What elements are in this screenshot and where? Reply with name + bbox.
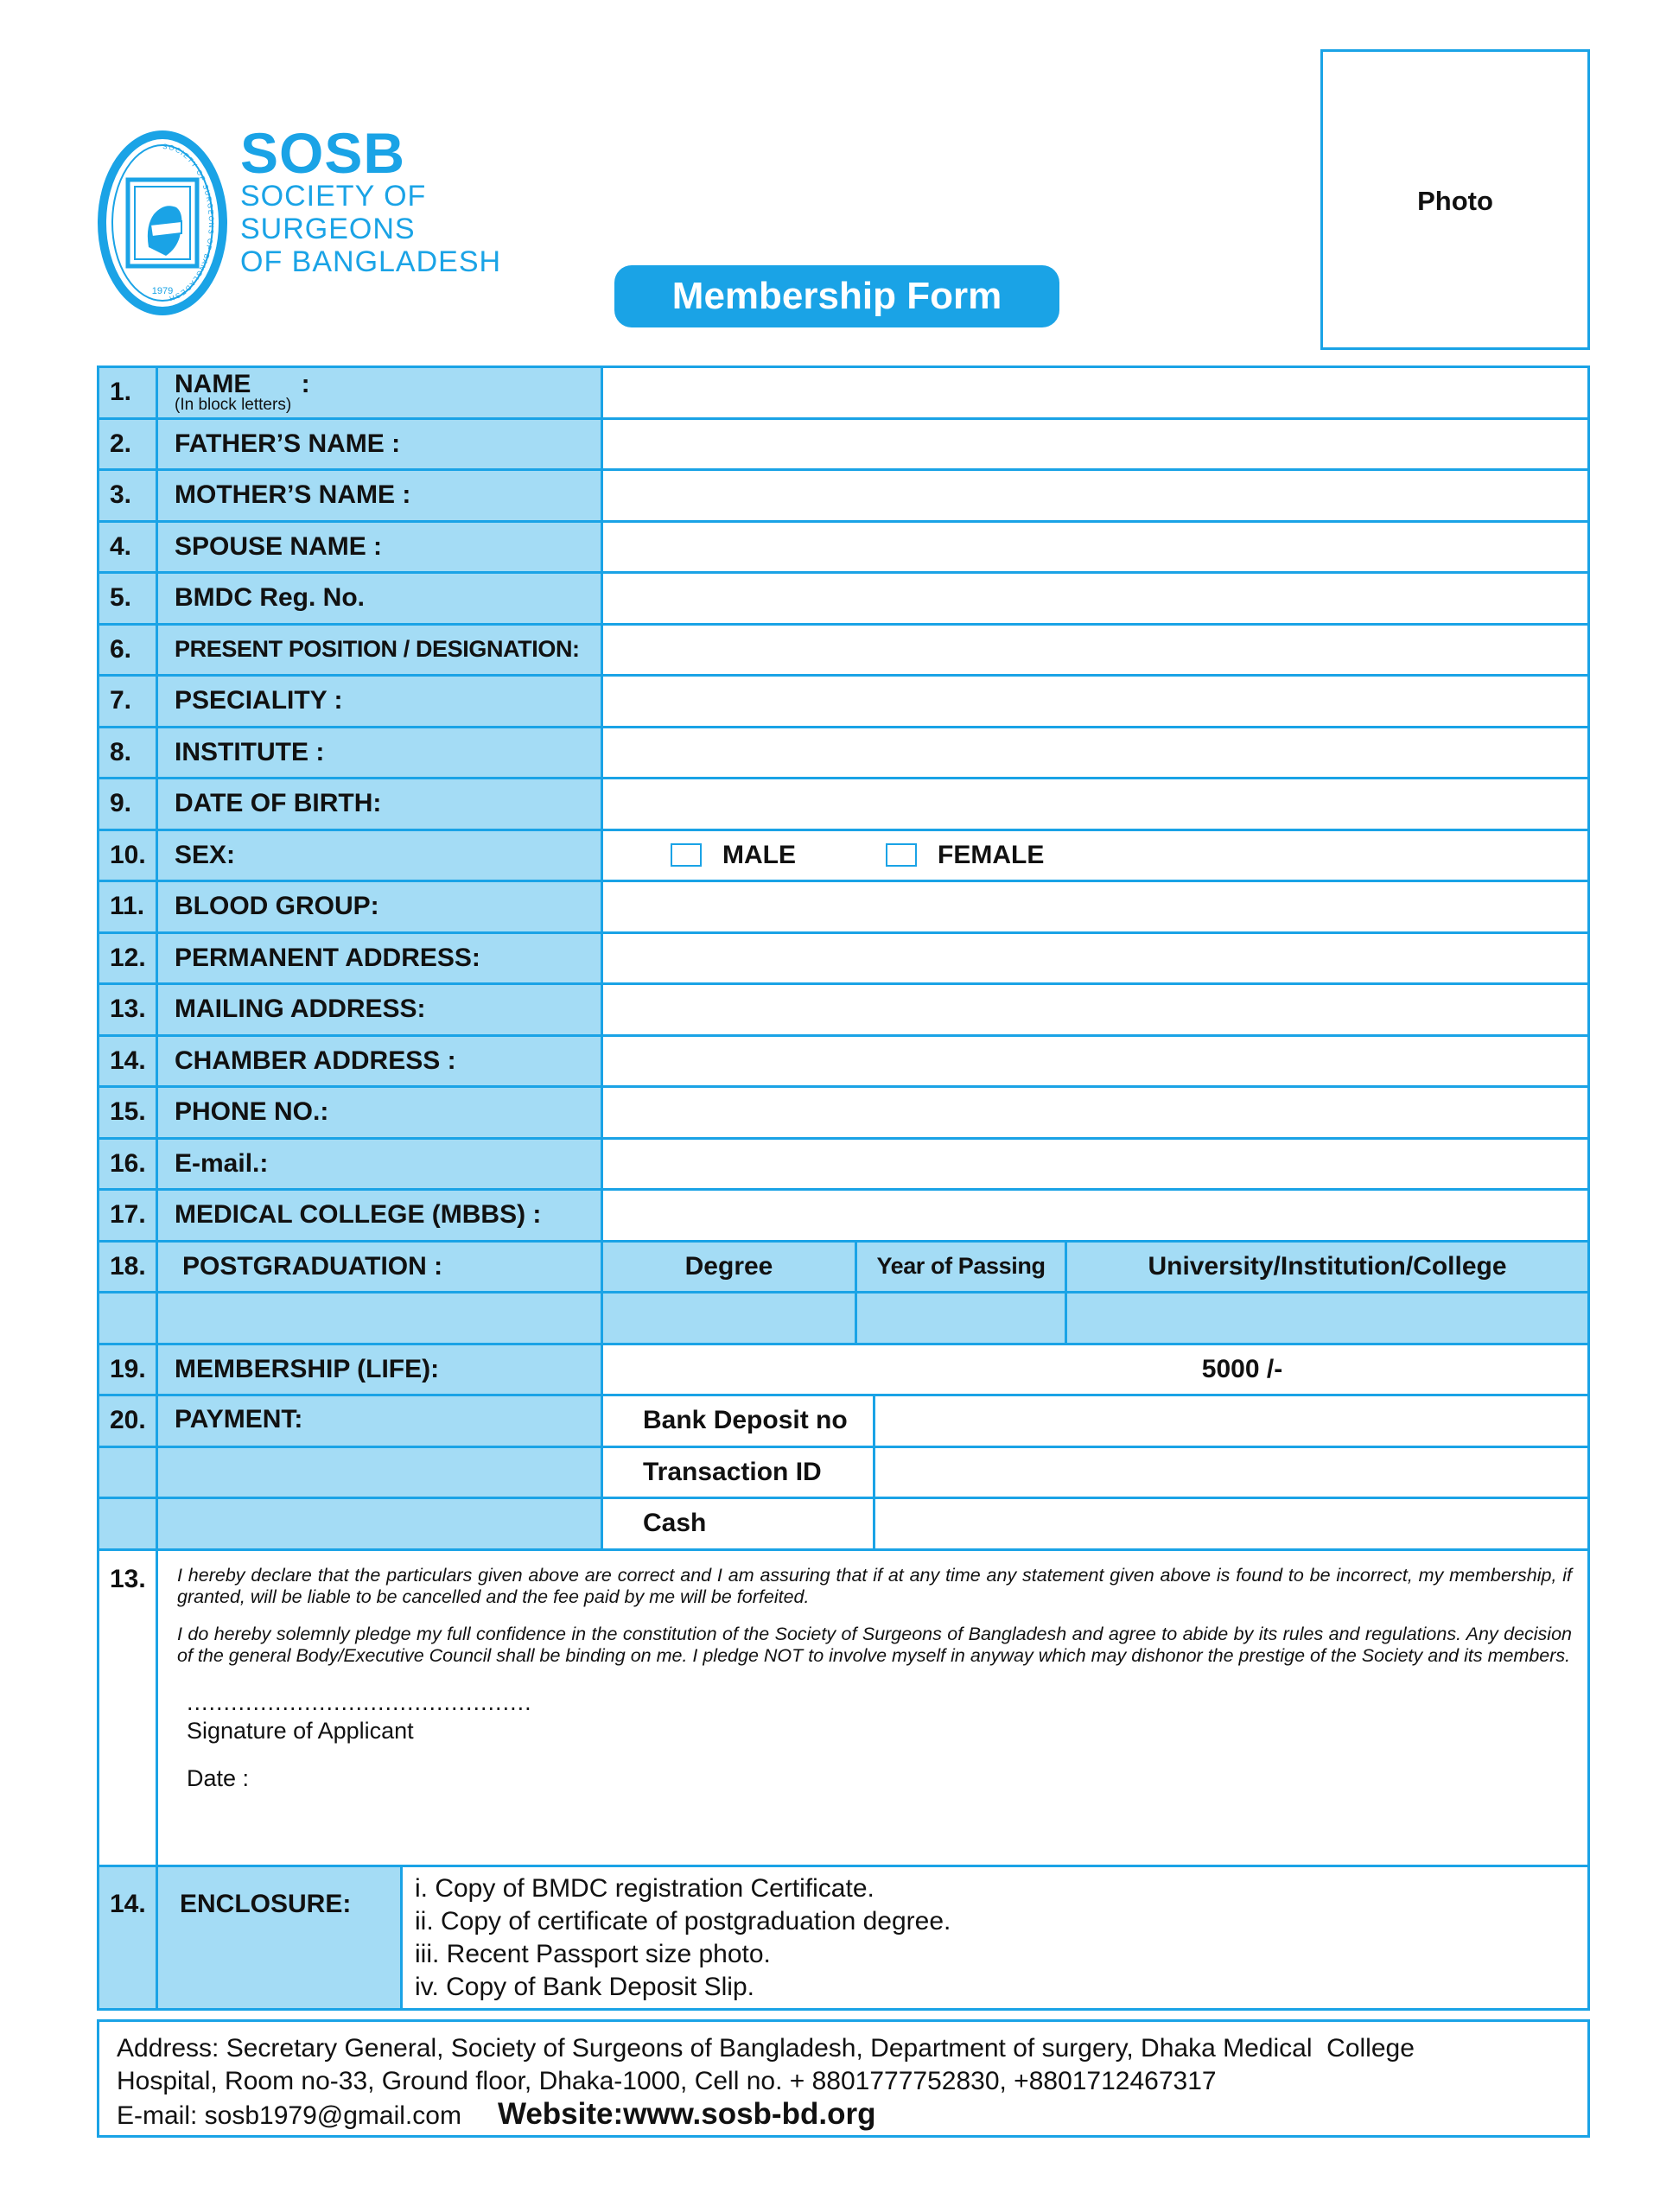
empty-cell xyxy=(99,1499,158,1548)
field-label: PAYMENT: xyxy=(158,1396,603,1446)
membership-row xyxy=(99,1345,1587,1397)
payment-method-label: Transaction ID xyxy=(603,1448,875,1497)
field-label: BLOOD GROUP: xyxy=(158,882,603,931)
postgraduation-inputs xyxy=(603,1294,1587,1343)
svg-text:SOCIETY OF SURGEONS OF BANGLAD: SOCIETY OF SURGEONS OF BANGLADESH xyxy=(162,142,216,303)
list-item: ii. Copy of certificate of postgraduation degree. xyxy=(415,1906,951,1936)
field-number: 18. xyxy=(99,1243,158,1292)
university-input[interactable] xyxy=(1067,1294,1587,1343)
blood-group-input[interactable] xyxy=(603,882,1587,931)
signature-block xyxy=(177,1688,1572,1791)
male-checkbox[interactable] xyxy=(671,843,702,867)
field-row-email xyxy=(99,1140,1587,1192)
field-row-sex xyxy=(99,831,1587,883)
field-number: 10. xyxy=(99,831,158,880)
footer-website[interactable]: Website:www.sosb-bd.org xyxy=(497,2097,876,2131)
email-input[interactable] xyxy=(603,1140,1587,1189)
field-number: 17. xyxy=(99,1191,158,1240)
field-label: MEDICAL COLLEGE (MBBS) : xyxy=(158,1191,603,1240)
payment-row-transaction xyxy=(99,1448,1587,1500)
spouse-name-input[interactable] xyxy=(603,523,1587,572)
field-number: 20. xyxy=(99,1396,158,1446)
membership-fee: 5000 /- xyxy=(603,1345,1587,1395)
empty-cell xyxy=(158,1499,603,1548)
field-label: SEX: xyxy=(158,831,603,880)
field-label: CHAMBER ADDRESS : xyxy=(158,1037,603,1086)
field-number: 9. xyxy=(99,779,158,829)
field-number: 13. xyxy=(99,1551,158,1865)
photo-label: Photo xyxy=(1417,186,1493,216)
field-label: PHONE NO.: xyxy=(158,1088,603,1137)
empty-cell xyxy=(99,1294,158,1343)
chamber-address-input[interactable] xyxy=(603,1037,1587,1086)
footer-address xyxy=(97,2019,1590,2138)
payment-method-label: Cash xyxy=(603,1499,875,1548)
field-number: 4. xyxy=(99,523,158,572)
field-number: 16. xyxy=(99,1140,158,1189)
payment-row-cash xyxy=(99,1499,1587,1551)
field-number: 6. xyxy=(99,626,158,675)
footer-line: Address: Secretary General, Society of Surgeons of Bangladesh, Department of surgery, Dhaka Medical College xyxy=(117,2034,1415,2063)
field-number: 15. xyxy=(99,1088,158,1137)
brand-abbreviation: SOSB xyxy=(240,121,406,185)
field-row-speciality xyxy=(99,677,1587,728)
female-checkbox[interactable] xyxy=(886,843,917,867)
field-label: MAILING ADDRESS: xyxy=(158,985,603,1034)
declaration-paragraph: I hereby declare that the particulars given above are correct and I am assuring that if at any time any statement given above is found to be incorrect, my membership, if granted, will be liable to be cancelled and the fee paid by me will be forfeited. xyxy=(177,1564,1572,1607)
brand-line: OF BANGLADESH xyxy=(240,245,502,278)
field-number: 19. xyxy=(99,1345,158,1395)
field-row-medical-college xyxy=(99,1191,1587,1243)
field-row-permanent-address xyxy=(99,934,1587,986)
field-number: 8. xyxy=(99,728,158,778)
medical-college-input[interactable] xyxy=(603,1191,1587,1240)
field-label: INSTITUTE : xyxy=(158,728,603,778)
field-label: SPOUSE NAME : xyxy=(158,523,603,572)
field-number: 14. xyxy=(99,1037,158,1086)
empty-cell xyxy=(158,1448,603,1497)
sex-options xyxy=(603,831,1587,880)
field-label: PRESENT POSITION / DESIGNATION: xyxy=(158,626,603,675)
field-row-dob xyxy=(99,779,1587,831)
field-number: 11. xyxy=(99,882,158,931)
father-name-input[interactable] xyxy=(603,420,1587,469)
field-row-institute xyxy=(99,728,1587,780)
photo-box[interactable] xyxy=(1320,49,1590,350)
field-label: MOTHER’S NAME : xyxy=(158,471,603,520)
male-label: MALE xyxy=(722,840,796,869)
footer-line: Hospital, Room no-33, Ground floor, Dhaka-1000, Cell no. + 8801777752830, +8801712467317 xyxy=(117,2067,1217,2095)
brand-line: SOCIETY OF xyxy=(240,180,427,213)
postgraduation-entry-row xyxy=(99,1294,1587,1345)
speciality-input[interactable] xyxy=(603,677,1587,726)
field-number: 3. xyxy=(99,471,158,520)
phone-input[interactable] xyxy=(603,1088,1587,1137)
postgraduation-header-row xyxy=(99,1243,1587,1294)
mailing-address-input[interactable] xyxy=(603,985,1587,1034)
payment-row-bank xyxy=(99,1396,1587,1448)
field-number: 5. xyxy=(99,574,158,623)
bank-deposit-input[interactable] xyxy=(875,1396,1587,1446)
field-label: PSECIALITY : xyxy=(158,677,603,726)
field-label-hint: (In block letters) xyxy=(175,395,292,414)
field-label: E-mail.: xyxy=(158,1140,603,1189)
field-number: 7. xyxy=(99,677,158,726)
sosb-logo xyxy=(97,130,228,316)
form-title: Membership Form xyxy=(614,265,1059,327)
field-label-text: NAME : xyxy=(175,369,310,398)
female-label: FEMALE xyxy=(938,840,1045,869)
column-header-university: University/Institution/College xyxy=(1067,1243,1587,1292)
signature-label: Signature of Applicant xyxy=(187,1717,414,1744)
designation-input[interactable] xyxy=(603,626,1587,675)
field-row-spouse-name xyxy=(99,523,1587,575)
svg-text:1979: 1979 xyxy=(151,286,174,296)
field-row-blood-group xyxy=(99,882,1587,934)
brand-name xyxy=(240,121,502,278)
field-label: ENCLOSURE: xyxy=(158,1867,403,2008)
membership-form-table xyxy=(97,365,1590,2011)
permanent-address-input[interactable] xyxy=(603,934,1587,983)
column-header-year: Year of Passing xyxy=(857,1243,1067,1292)
field-number: 2. xyxy=(99,420,158,469)
signature-line[interactable]: ............................................... xyxy=(187,1688,532,1715)
bmdc-reg-input[interactable] xyxy=(603,574,1587,623)
empty-cell xyxy=(99,1448,158,1497)
degree-input[interactable] xyxy=(603,1294,857,1343)
field-row-designation xyxy=(99,626,1587,677)
field-row-father-name xyxy=(99,420,1587,472)
sex-option-male xyxy=(671,841,796,870)
field-row-mailing-address xyxy=(99,985,1587,1037)
field-row-bmdc xyxy=(99,574,1587,626)
field-label: FATHER’S NAME : xyxy=(158,420,603,469)
field-number: 1. xyxy=(99,368,158,417)
list-item: iii. Recent Passport size photo. xyxy=(415,1939,771,1968)
field-label: BMDC Reg. No. xyxy=(158,574,603,623)
transaction-id-input[interactable] xyxy=(875,1448,1587,1497)
field-label: MEMBERSHIP (LIFE): xyxy=(158,1345,603,1395)
declaration-paragraph: I do hereby solemnly pledge my full confidence in the constitution of the Society of Surgeons of Bangladesh and agree to abide by its rules and regulations. Any decision of the general Body/Executive Council shall be binding on me. I pledge NOT to involve myself in anyway which may dishonor the prestige of the Society and its members. xyxy=(177,1623,1572,1666)
declaration-text xyxy=(158,1551,1587,1865)
field-number: 13. xyxy=(99,985,158,1034)
footer-contact xyxy=(117,2098,1587,2133)
sex-option-female xyxy=(886,841,1044,870)
enclosure-list xyxy=(403,1867,1587,2008)
footer-email[interactable]: E-mail: sosb1979@gmail.com xyxy=(117,2101,461,2130)
declaration-row xyxy=(99,1551,1587,1867)
column-header-degree: Degree xyxy=(603,1243,857,1292)
date-label[interactable]: Date : xyxy=(187,1764,250,1791)
mother-name-input[interactable] xyxy=(603,471,1587,520)
field-label: PERMANENT ADDRESS: xyxy=(158,934,603,983)
enclosure-row xyxy=(99,1867,1587,2008)
field-label: DATE OF BIRTH: xyxy=(158,779,603,829)
postgraduation-columns xyxy=(603,1243,1587,1292)
field-row-phone xyxy=(99,1088,1587,1140)
name-input[interactable] xyxy=(603,368,1587,417)
field-number: 12. xyxy=(99,934,158,983)
empty-cell xyxy=(158,1294,603,1343)
year-of-passing-input[interactable] xyxy=(857,1294,1067,1343)
field-number: 14. xyxy=(99,1867,158,2008)
list-item: iv. Copy of Bank Deposit Slip. xyxy=(415,1972,754,2001)
cash-input[interactable] xyxy=(875,1499,1587,1548)
field-row-mother-name xyxy=(99,471,1587,523)
field-label xyxy=(158,368,603,417)
field-label: POSTGRADUATION : xyxy=(158,1243,603,1292)
date-of-birth-input[interactable] xyxy=(603,779,1587,829)
brand-line: SURGEONS xyxy=(240,213,416,245)
payment-method-label: Bank Deposit no xyxy=(603,1396,875,1446)
list-item: i. Copy of BMDC registration Certificate. xyxy=(415,1873,874,1903)
institute-input[interactable] xyxy=(603,728,1587,778)
field-row-name xyxy=(99,368,1587,420)
field-row-chamber-address xyxy=(99,1037,1587,1089)
